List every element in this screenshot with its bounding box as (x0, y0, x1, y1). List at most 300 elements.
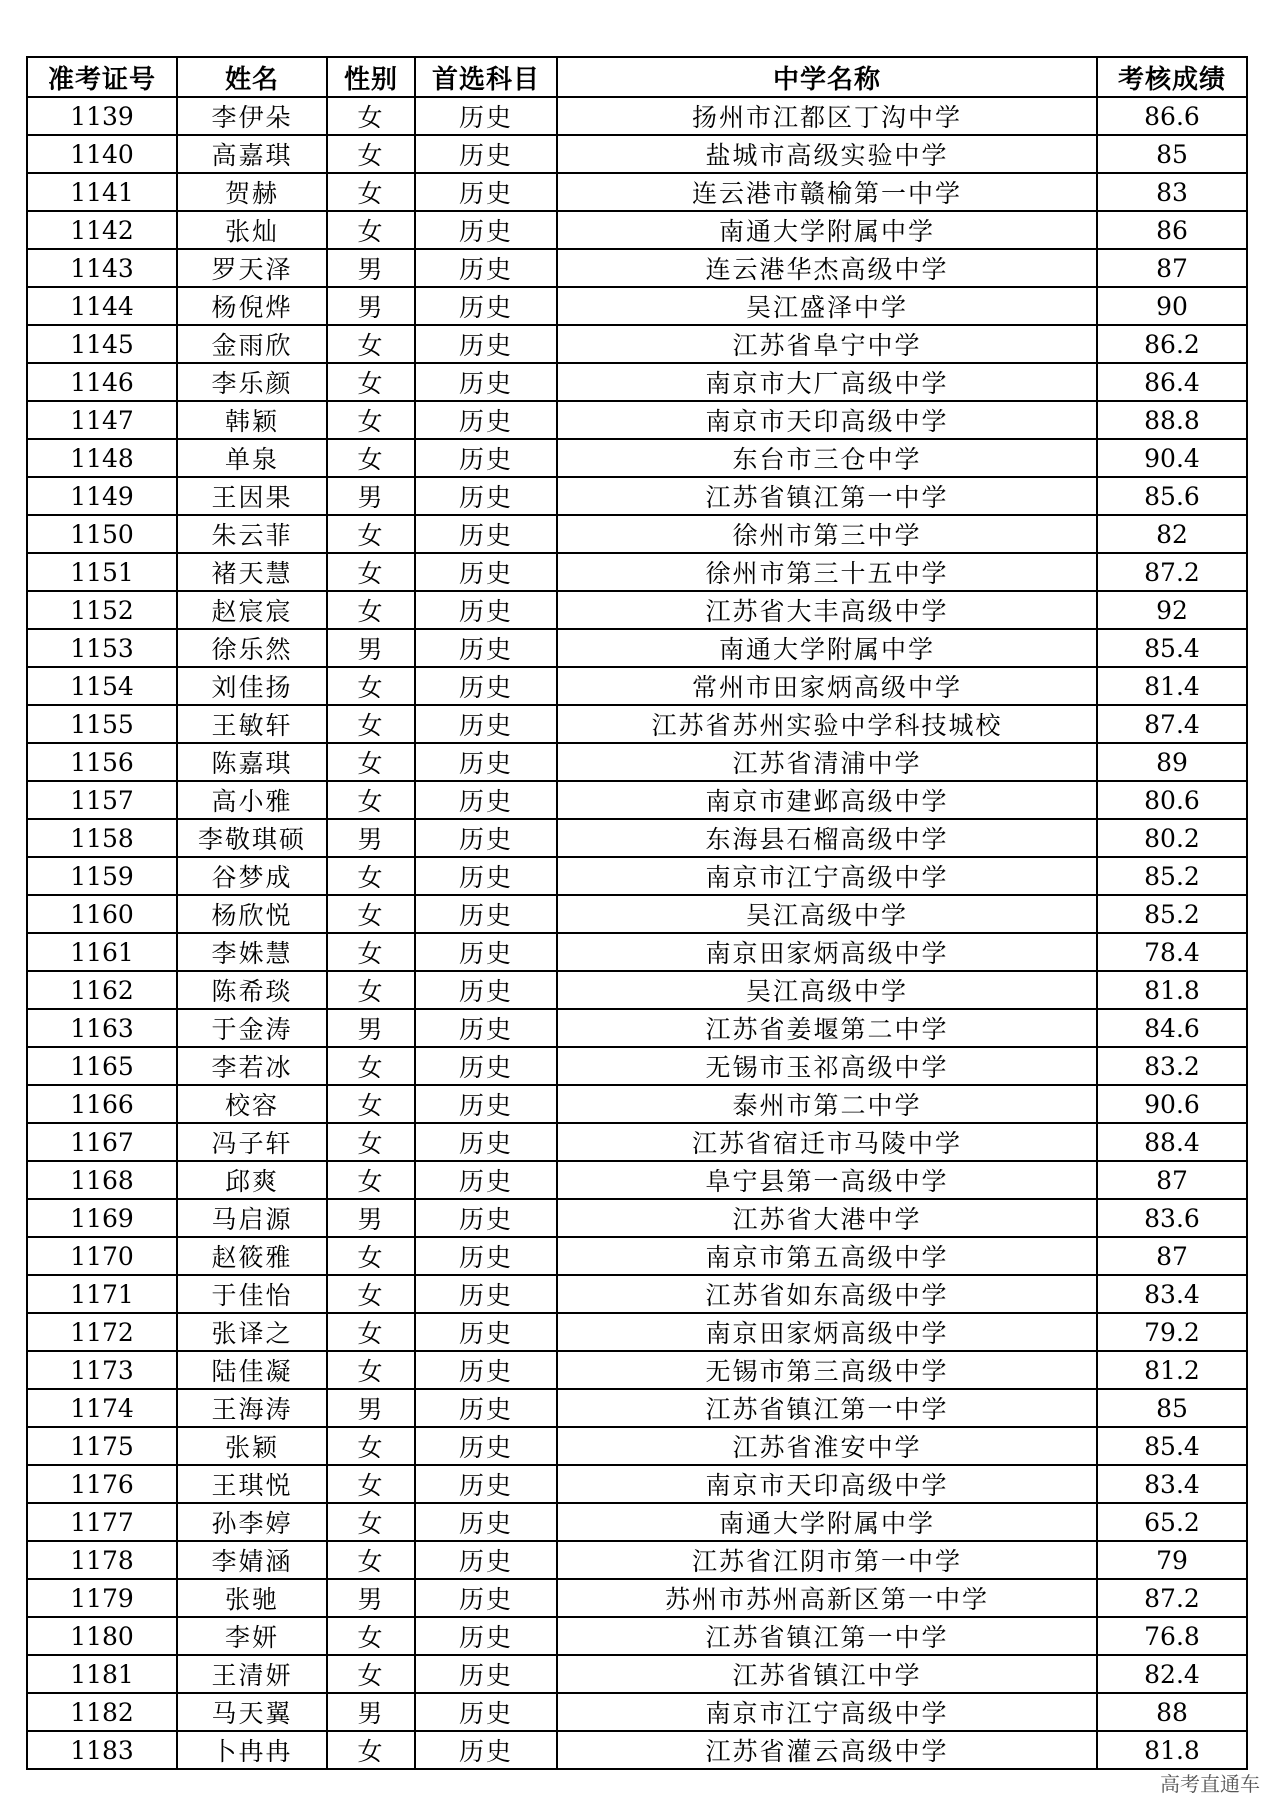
header-name: 姓名 (177, 57, 327, 97)
cell-exam-id: 1154 (27, 667, 177, 705)
table-row (27, 97, 1247, 135)
header-subject: 首选科目 (415, 57, 557, 97)
cell-exam-id: 1157 (27, 781, 177, 819)
cell-subject: 历史 (415, 971, 557, 1009)
cell-gender: 男 (327, 1579, 415, 1617)
cell-subject: 历史 (415, 933, 557, 971)
cell-subject: 历史 (415, 1313, 557, 1351)
table-row (27, 591, 1247, 629)
cell-school: 徐州市第三十五中学 (557, 553, 1097, 591)
cell-subject: 历史 (415, 439, 557, 477)
table-row (27, 1427, 1247, 1465)
cell-exam-id: 1140 (27, 135, 177, 173)
cell-name: 金雨欣 (177, 325, 327, 363)
cell-gender: 女 (327, 401, 415, 439)
cell-exam-id: 1173 (27, 1351, 177, 1389)
cell-name: 陆佳凝 (177, 1351, 327, 1389)
cell-exam-id: 1162 (27, 971, 177, 1009)
cell-gender: 男 (327, 629, 415, 667)
table-row (27, 363, 1247, 401)
table-header-row (27, 57, 1247, 97)
cell-name: 李妍 (177, 1617, 327, 1655)
cell-exam-id: 1163 (27, 1009, 177, 1047)
cell-school: 南通大学附属中学 (557, 1503, 1097, 1541)
cell-gender: 女 (327, 553, 415, 591)
cell-name: 赵宸宸 (177, 591, 327, 629)
cell-score: 88 (1097, 1693, 1247, 1731)
cell-school: 常州市田家炳高级中学 (557, 667, 1097, 705)
header-score: 考核成绩 (1097, 57, 1247, 97)
cell-gender: 女 (327, 439, 415, 477)
table-row (27, 667, 1247, 705)
cell-name: 张驰 (177, 1579, 327, 1617)
cell-name: 卜冉冉 (177, 1731, 327, 1769)
cell-name: 孙李婷 (177, 1503, 327, 1541)
cell-exam-id: 1150 (27, 515, 177, 553)
header-gender: 性别 (327, 57, 415, 97)
table-row (27, 895, 1247, 933)
cell-school: 南京市江宁高级中学 (557, 1693, 1097, 1731)
table-row (27, 173, 1247, 211)
cell-subject: 历史 (415, 1047, 557, 1085)
cell-name: 邱爽 (177, 1161, 327, 1199)
cell-subject: 历史 (415, 325, 557, 363)
table-row (27, 1237, 1247, 1275)
cell-school: 江苏省苏州实验中学科技城校 (557, 705, 1097, 743)
table-row (27, 629, 1247, 667)
cell-exam-id: 1175 (27, 1427, 177, 1465)
cell-subject: 历史 (415, 1275, 557, 1313)
cell-name: 李伊朵 (177, 97, 327, 135)
cell-subject: 历史 (415, 1389, 557, 1427)
cell-exam-id: 1169 (27, 1199, 177, 1237)
cell-school: 南京田家炳高级中学 (557, 933, 1097, 971)
table-row (27, 705, 1247, 743)
cell-score: 80.6 (1097, 781, 1247, 819)
cell-exam-id: 1183 (27, 1731, 177, 1769)
cell-school: 无锡市第三高级中学 (557, 1351, 1097, 1389)
cell-name: 李乐颜 (177, 363, 327, 401)
cell-gender: 女 (327, 1161, 415, 1199)
cell-school: 东台市三仓中学 (557, 439, 1097, 477)
cell-name: 冯子轩 (177, 1123, 327, 1161)
cell-gender: 女 (327, 1275, 415, 1313)
cell-subject: 历史 (415, 1123, 557, 1161)
cell-school: 江苏省镇江第一中学 (557, 477, 1097, 515)
cell-gender: 女 (327, 1503, 415, 1541)
cell-subject: 历史 (415, 401, 557, 439)
table-row (27, 971, 1247, 1009)
cell-gender: 女 (327, 1047, 415, 1085)
cell-score: 79.2 (1097, 1313, 1247, 1351)
cell-gender: 男 (327, 1389, 415, 1427)
table-row (27, 1085, 1247, 1123)
cell-school: 南京市第五高级中学 (557, 1237, 1097, 1275)
table-row (27, 287, 1247, 325)
cell-exam-id: 1159 (27, 857, 177, 895)
cell-name: 韩颖 (177, 401, 327, 439)
cell-name: 王海涛 (177, 1389, 327, 1427)
cell-subject: 历史 (415, 1351, 557, 1389)
cell-name: 杨欣悦 (177, 895, 327, 933)
cell-subject: 历史 (415, 705, 557, 743)
table-row (27, 1389, 1247, 1427)
cell-subject: 历史 (415, 895, 557, 933)
cell-subject: 历史 (415, 1693, 557, 1731)
cell-school: 南通大学附属中学 (557, 629, 1097, 667)
cell-exam-id: 1166 (27, 1085, 177, 1123)
cell-exam-id: 1167 (27, 1123, 177, 1161)
cell-school: 徐州市第三中学 (557, 515, 1097, 553)
cell-school: 南京市大厂高级中学 (557, 363, 1097, 401)
cell-score: 90.4 (1097, 439, 1247, 477)
table-row (27, 933, 1247, 971)
cell-gender: 女 (327, 667, 415, 705)
cell-subject: 历史 (415, 629, 557, 667)
cell-gender: 女 (327, 173, 415, 211)
cell-exam-id: 1156 (27, 743, 177, 781)
table-row (27, 439, 1247, 477)
cell-score: 88.8 (1097, 401, 1247, 439)
cell-score: 65.2 (1097, 1503, 1247, 1541)
cell-school: 江苏省如东高级中学 (557, 1275, 1097, 1313)
cell-school: 江苏省阜宁中学 (557, 325, 1097, 363)
cell-subject: 历史 (415, 1085, 557, 1123)
cell-name: 高嘉琪 (177, 135, 327, 173)
cell-score: 87.4 (1097, 705, 1247, 743)
cell-name: 谷梦成 (177, 857, 327, 895)
cell-score: 87 (1097, 249, 1247, 287)
cell-score: 85.4 (1097, 1427, 1247, 1465)
table-row (27, 1275, 1247, 1313)
cell-score: 85.4 (1097, 629, 1247, 667)
cell-score: 86.6 (1097, 97, 1247, 135)
cell-gender: 男 (327, 1199, 415, 1237)
cell-score: 90 (1097, 287, 1247, 325)
cell-score: 81.8 (1097, 971, 1247, 1009)
cell-name: 徐乐然 (177, 629, 327, 667)
cell-subject: 历史 (415, 1579, 557, 1617)
cell-school: 无锡市玉祁高级中学 (557, 1047, 1097, 1085)
table-row (27, 515, 1247, 553)
cell-school: 江苏省姜堰第二中学 (557, 1009, 1097, 1047)
cell-gender: 女 (327, 781, 415, 819)
cell-score: 88.4 (1097, 1123, 1247, 1161)
cell-gender: 女 (327, 895, 415, 933)
cell-school: 吴江盛泽中学 (557, 287, 1097, 325)
cell-gender: 男 (327, 477, 415, 515)
score-table (26, 56, 1248, 1770)
cell-subject: 历史 (415, 1503, 557, 1541)
cell-gender: 女 (327, 363, 415, 401)
cell-subject: 历史 (415, 591, 557, 629)
cell-score: 92 (1097, 591, 1247, 629)
cell-score: 82 (1097, 515, 1247, 553)
cell-exam-id: 1153 (27, 629, 177, 667)
cell-score: 85.2 (1097, 857, 1247, 895)
table-row (27, 211, 1247, 249)
cell-name: 褚天慧 (177, 553, 327, 591)
cell-exam-id: 1147 (27, 401, 177, 439)
cell-school: 南京市建邺高级中学 (557, 781, 1097, 819)
cell-subject: 历史 (415, 515, 557, 553)
table-row (27, 1655, 1247, 1693)
cell-school: 苏州市苏州高新区第一中学 (557, 1579, 1097, 1617)
cell-school: 江苏省大港中学 (557, 1199, 1097, 1237)
cell-gender: 女 (327, 933, 415, 971)
cell-school: 江苏省大丰高级中学 (557, 591, 1097, 629)
cell-score: 89 (1097, 743, 1247, 781)
cell-name: 于金涛 (177, 1009, 327, 1047)
header-exam-id: 准考证号 (27, 57, 177, 97)
cell-score: 87.2 (1097, 1579, 1247, 1617)
cell-name: 张灿 (177, 211, 327, 249)
table-row (27, 325, 1247, 363)
cell-name: 刘佳扬 (177, 667, 327, 705)
cell-school: 泰州市第二中学 (557, 1085, 1097, 1123)
cell-exam-id: 1145 (27, 325, 177, 363)
cell-name: 杨倪烨 (177, 287, 327, 325)
cell-subject: 历史 (415, 97, 557, 135)
cell-gender: 女 (327, 1541, 415, 1579)
table-row (27, 1009, 1247, 1047)
cell-score: 84.6 (1097, 1009, 1247, 1047)
cell-name: 李婧涵 (177, 1541, 327, 1579)
cell-score: 83.4 (1097, 1465, 1247, 1503)
cell-school: 扬州市江都区丁沟中学 (557, 97, 1097, 135)
table-row (27, 1047, 1247, 1085)
cell-score: 80.2 (1097, 819, 1247, 857)
table-row (27, 819, 1247, 857)
cell-name: 朱云菲 (177, 515, 327, 553)
cell-score: 82.4 (1097, 1655, 1247, 1693)
cell-exam-id: 1179 (27, 1579, 177, 1617)
cell-exam-id: 1181 (27, 1655, 177, 1693)
cell-school: 盐城市高级实验中学 (557, 135, 1097, 173)
cell-name: 赵筱雅 (177, 1237, 327, 1275)
cell-school: 连云港市赣榆第一中学 (557, 173, 1097, 211)
cell-score: 78.4 (1097, 933, 1247, 971)
cell-school: 南京市江宁高级中学 (557, 857, 1097, 895)
cell-exam-id: 1180 (27, 1617, 177, 1655)
cell-gender: 男 (327, 1693, 415, 1731)
cell-gender: 女 (327, 591, 415, 629)
cell-name: 陈希琰 (177, 971, 327, 1009)
table-row (27, 781, 1247, 819)
cell-exam-id: 1149 (27, 477, 177, 515)
cell-gender: 女 (327, 515, 415, 553)
cell-exam-id: 1171 (27, 1275, 177, 1313)
table-row (27, 1693, 1247, 1731)
cell-exam-id: 1148 (27, 439, 177, 477)
cell-subject: 历史 (415, 211, 557, 249)
cell-school: 南京田家炳高级中学 (557, 1313, 1097, 1351)
cell-school: 江苏省江阴市第一中学 (557, 1541, 1097, 1579)
cell-score: 86.4 (1097, 363, 1247, 401)
cell-school: 江苏省清浦中学 (557, 743, 1097, 781)
table-row (27, 1465, 1247, 1503)
cell-exam-id: 1155 (27, 705, 177, 743)
cell-score: 85 (1097, 1389, 1247, 1427)
table-row (27, 135, 1247, 173)
cell-gender: 男 (327, 249, 415, 287)
cell-gender: 女 (327, 1351, 415, 1389)
cell-gender: 男 (327, 287, 415, 325)
cell-name: 马天翼 (177, 1693, 327, 1731)
cell-exam-id: 1170 (27, 1237, 177, 1275)
cell-subject: 历史 (415, 249, 557, 287)
cell-subject: 历史 (415, 1655, 557, 1693)
cell-score: 86.2 (1097, 325, 1247, 363)
cell-name: 马启源 (177, 1199, 327, 1237)
cell-exam-id: 1161 (27, 933, 177, 971)
cell-gender: 女 (327, 211, 415, 249)
cell-score: 87 (1097, 1237, 1247, 1275)
cell-name: 李姝慧 (177, 933, 327, 971)
cell-name: 单泉 (177, 439, 327, 477)
cell-name: 于佳怡 (177, 1275, 327, 1313)
cell-school: 江苏省宿迁市马陵中学 (557, 1123, 1097, 1161)
cell-score: 83.4 (1097, 1275, 1247, 1313)
cell-gender: 女 (327, 1465, 415, 1503)
cell-gender: 女 (327, 971, 415, 1009)
cell-school: 南京市天印高级中学 (557, 1465, 1097, 1503)
cell-exam-id: 1176 (27, 1465, 177, 1503)
cell-school: 东海县石榴高级中学 (557, 819, 1097, 857)
cell-subject: 历史 (415, 1009, 557, 1047)
cell-gender: 女 (327, 1427, 415, 1465)
cell-subject: 历史 (415, 553, 557, 591)
table-row (27, 477, 1247, 515)
cell-subject: 历史 (415, 1237, 557, 1275)
table-row (27, 1199, 1247, 1237)
cell-name: 张颖 (177, 1427, 327, 1465)
cell-gender: 女 (327, 705, 415, 743)
cell-gender: 女 (327, 325, 415, 363)
table-row (27, 1579, 1247, 1617)
cell-subject: 历史 (415, 1731, 557, 1769)
cell-subject: 历史 (415, 1541, 557, 1579)
cell-gender: 女 (327, 1313, 415, 1351)
cell-gender: 女 (327, 1731, 415, 1769)
cell-school: 南通大学附属中学 (557, 211, 1097, 249)
cell-school: 吴江高级中学 (557, 895, 1097, 933)
cell-exam-id: 1165 (27, 1047, 177, 1085)
cell-gender: 女 (327, 1617, 415, 1655)
cell-name: 王清妍 (177, 1655, 327, 1693)
cell-gender: 女 (327, 743, 415, 781)
cell-school: 连云港华杰高级中学 (557, 249, 1097, 287)
cell-name: 王敏轩 (177, 705, 327, 743)
cell-name: 罗天泽 (177, 249, 327, 287)
cell-gender: 男 (327, 819, 415, 857)
cell-school: 江苏省镇江第一中学 (557, 1617, 1097, 1655)
cell-name: 李敬琪硕 (177, 819, 327, 857)
cell-name: 贺赫 (177, 173, 327, 211)
cell-score: 83 (1097, 173, 1247, 211)
cell-exam-id: 1141 (27, 173, 177, 211)
cell-exam-id: 1158 (27, 819, 177, 857)
cell-score: 83.6 (1097, 1199, 1247, 1237)
cell-school: 江苏省镇江第一中学 (557, 1389, 1097, 1427)
cell-exam-id: 1144 (27, 287, 177, 325)
table-body (27, 97, 1247, 1769)
cell-subject: 历史 (415, 1465, 557, 1503)
table-row (27, 1161, 1247, 1199)
cell-gender: 女 (327, 857, 415, 895)
cell-score: 79 (1097, 1541, 1247, 1579)
cell-exam-id: 1174 (27, 1389, 177, 1427)
cell-score: 87.2 (1097, 553, 1247, 591)
cell-subject: 历史 (415, 477, 557, 515)
cell-exam-id: 1172 (27, 1313, 177, 1351)
cell-score: 81.2 (1097, 1351, 1247, 1389)
cell-subject: 历史 (415, 287, 557, 325)
cell-school: 吴江高级中学 (557, 971, 1097, 1009)
cell-exam-id: 1177 (27, 1503, 177, 1541)
table-row (27, 1541, 1247, 1579)
header-school: 中学名称 (557, 57, 1097, 97)
cell-score: 83.2 (1097, 1047, 1247, 1085)
cell-subject: 历史 (415, 1427, 557, 1465)
cell-name: 王琪悦 (177, 1465, 327, 1503)
cell-exam-id: 1151 (27, 553, 177, 591)
table-row (27, 1617, 1247, 1655)
cell-score: 76.8 (1097, 1617, 1247, 1655)
cell-subject: 历史 (415, 1161, 557, 1199)
cell-exam-id: 1139 (27, 97, 177, 135)
cell-school: 江苏省淮安中学 (557, 1427, 1097, 1465)
table-row (27, 1503, 1247, 1541)
table-row (27, 401, 1247, 439)
cell-name: 校容 (177, 1085, 327, 1123)
cell-gender: 男 (327, 1009, 415, 1047)
cell-score: 90.6 (1097, 1085, 1247, 1123)
cell-subject: 历史 (415, 363, 557, 401)
cell-gender: 女 (327, 1123, 415, 1161)
cell-exam-id: 1182 (27, 1693, 177, 1731)
cell-gender: 女 (327, 135, 415, 173)
cell-subject: 历史 (415, 857, 557, 895)
cell-score: 85 (1097, 135, 1247, 173)
cell-name: 王因果 (177, 477, 327, 515)
cell-score: 85.2 (1097, 895, 1247, 933)
cell-subject: 历史 (415, 173, 557, 211)
cell-gender: 女 (327, 97, 415, 135)
cell-name: 陈嘉琪 (177, 743, 327, 781)
cell-subject: 历史 (415, 667, 557, 705)
cell-score: 87 (1097, 1161, 1247, 1199)
table-row (27, 743, 1247, 781)
cell-school: 江苏省镇江中学 (557, 1655, 1097, 1693)
cell-subject: 历史 (415, 781, 557, 819)
cell-name: 张译之 (177, 1313, 327, 1351)
table-row (27, 553, 1247, 591)
cell-exam-id: 1168 (27, 1161, 177, 1199)
table-row (27, 1351, 1247, 1389)
cell-subject: 历史 (415, 135, 557, 173)
cell-score: 86 (1097, 211, 1247, 249)
cell-school: 江苏省灌云高级中学 (557, 1731, 1097, 1769)
cell-school: 南京市天印高级中学 (557, 401, 1097, 439)
cell-subject: 历史 (415, 1199, 557, 1237)
cell-name: 李若冰 (177, 1047, 327, 1085)
cell-exam-id: 1143 (27, 249, 177, 287)
cell-gender: 女 (327, 1655, 415, 1693)
cell-exam-id: 1152 (27, 591, 177, 629)
cell-school: 阜宁县第一高级中学 (557, 1161, 1097, 1199)
cell-subject: 历史 (415, 819, 557, 857)
